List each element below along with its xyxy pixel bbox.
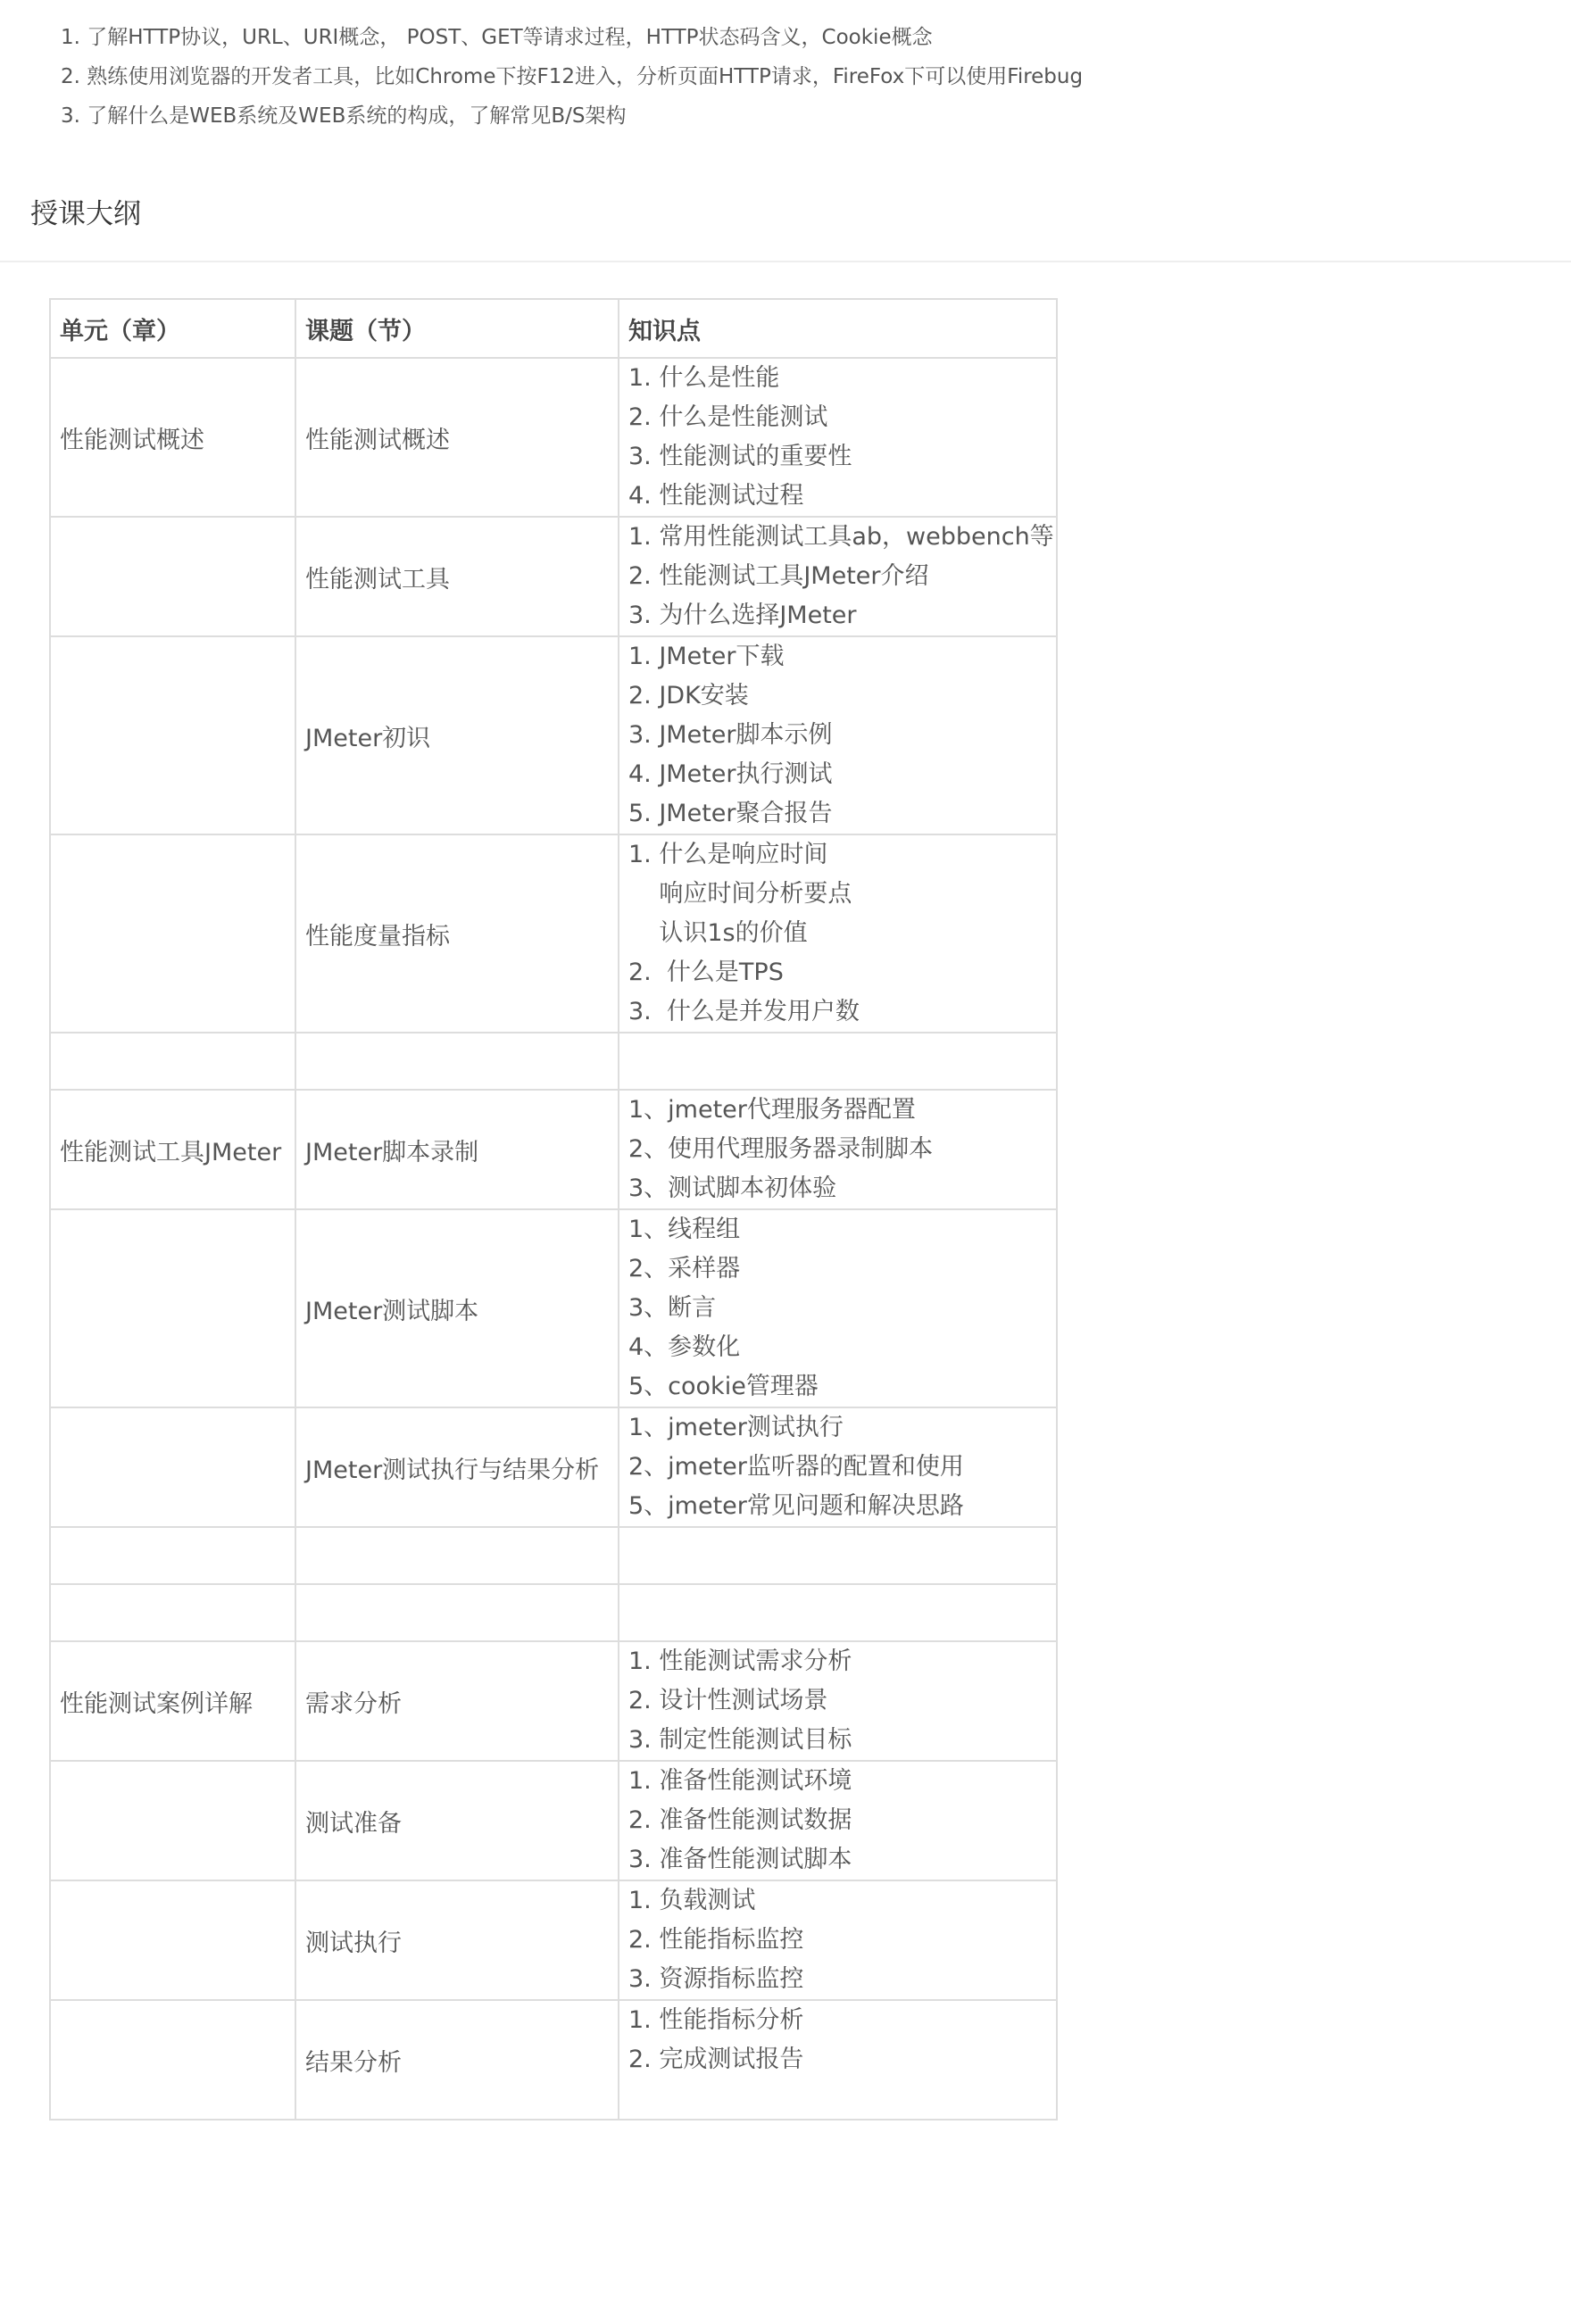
table-row <box>50 1880 1057 2000</box>
knowledge-point: 2、采样器 <box>628 1255 741 1282</box>
knowledge-point: 2. JDK安装 <box>628 682 749 710</box>
section-divider <box>0 261 1571 262</box>
cell-topic: JMeter测试执行与结果分析 <box>295 1407 619 1527</box>
knowledge-point: 2. 什么是性能测试 <box>628 403 828 431</box>
knowledge-point: 4. 性能测试过程 <box>628 482 804 510</box>
cell-unit <box>50 1407 295 1527</box>
knowledge-point: 1. 性能测试需求分析 <box>628 1648 852 1675</box>
cell-points <box>619 1209 1057 1407</box>
knowledge-point: 3、断言 <box>628 1294 717 1322</box>
cell-unit: 性能测试工具JMeter <box>50 1090 295 1209</box>
section-title: 授课大纲 <box>30 198 141 230</box>
table-row <box>50 1033 1057 1090</box>
knowledge-point: 3. 资源指标监控 <box>628 1965 804 1993</box>
table-row <box>50 1407 1057 1527</box>
knowledge-point: 2、jmeter监听器的配置和使用 <box>628 1453 964 1481</box>
table-row <box>50 636 1057 834</box>
knowledge-point: 响应时间分析要点 <box>628 880 852 908</box>
cell-points <box>619 1527 1057 1584</box>
knowledge-point: 4. JMeter执行测试 <box>628 760 833 788</box>
knowledge-point: 5、cookie管理器 <box>628 1373 819 1400</box>
header-points: 知识点 <box>619 299 1057 358</box>
knowledge-point: 3. 什么是并发用户数 <box>628 998 860 1025</box>
knowledge-point: 1、线程组 <box>628 1216 741 1243</box>
cell-unit: 性能测试概述 <box>50 358 295 517</box>
table-row <box>50 517 1057 636</box>
prerequisite-item: 2. 熟练使用浏览器的开发者工具，比如Chrome下按F12进入，分析页面HTTP请求，FireFox下可以使用Firebug <box>61 65 1084 88</box>
prerequisites-list <box>61 18 1083 136</box>
knowledge-point: 1. 常用性能测试工具ab，webbench等 <box>628 523 1054 551</box>
knowledge-point: 3. 制定性能测试目标 <box>628 1726 852 1754</box>
knowledge-point: 1. JMeter下载 <box>628 643 785 670</box>
cell-points <box>619 1584 1057 1641</box>
cell-points <box>619 358 1057 517</box>
cell-unit: 性能测试案例详解 <box>50 1641 295 1761</box>
knowledge-point <box>628 2079 1047 2119</box>
table-row <box>50 2000 1057 2120</box>
cell-topic: 性能测试概述 <box>295 358 619 517</box>
cell-topic <box>295 1584 619 1641</box>
knowledge-point: 2. 设计性测试场景 <box>628 1687 828 1714</box>
cell-unit <box>50 1033 295 1090</box>
knowledge-point: 2. 什么是TPS <box>628 959 784 986</box>
knowledge-point: 2. 完成测试报告 <box>628 2046 804 2073</box>
cell-unit <box>50 636 295 834</box>
cell-points <box>619 2000 1057 2120</box>
cell-topic: JMeter测试脚本 <box>295 1209 619 1407</box>
cell-topic: JMeter脚本录制 <box>295 1090 619 1209</box>
prerequisite-item: 1. 了解HTTP协议，URL、URI概念， POST、GET等请求过程，HTTP状态码含义，Cookie概念 <box>61 26 933 49</box>
knowledge-point: 1. 什么是响应时间 <box>628 841 828 868</box>
prerequisite-item: 3. 了解什么是WEB系统及WEB系统的构成，了解常见B/S架构 <box>61 104 627 128</box>
cell-unit <box>50 517 295 636</box>
table-row <box>50 358 1057 517</box>
table-row <box>50 1761 1057 1880</box>
cell-points <box>619 1641 1057 1761</box>
knowledge-point: 3. 为什么选择JMeter <box>628 602 857 629</box>
cell-topic: 测试准备 <box>295 1761 619 1880</box>
cell-points <box>619 1407 1057 1527</box>
knowledge-point: 1、jmeter代理服务器配置 <box>628 1096 916 1124</box>
knowledge-point: 5. JMeter聚合报告 <box>628 800 833 827</box>
table-row <box>50 1209 1057 1407</box>
cell-topic: JMeter初识 <box>295 636 619 834</box>
knowledge-point: 2. 性能指标监控 <box>628 1926 804 1954</box>
knowledge-point: 1. 负载测试 <box>628 1887 756 1914</box>
cell-topic: 性能度量指标 <box>295 834 619 1033</box>
cell-topic: 性能测试工具 <box>295 517 619 636</box>
table-row <box>50 1641 1057 1761</box>
header-unit: 单元（章） <box>50 299 295 358</box>
table-row <box>50 834 1057 1033</box>
cell-points <box>619 1033 1057 1090</box>
cell-unit <box>50 2000 295 2120</box>
cell-points <box>619 1761 1057 1880</box>
knowledge-point: 5、jmeter常见问题和解决思路 <box>628 1492 964 1520</box>
cell-topic: 结果分析 <box>295 2000 619 2120</box>
knowledge-point: 1、jmeter测试执行 <box>628 1414 844 1441</box>
table-body <box>50 358 1057 2120</box>
knowledge-point: 认识1s的价值 <box>628 919 808 947</box>
cell-unit <box>50 834 295 1033</box>
table-header-row <box>50 299 1057 358</box>
cell-points <box>619 636 1057 834</box>
cell-points <box>619 1090 1057 1209</box>
table-row <box>50 1527 1057 1584</box>
knowledge-point: 2、使用代理服务器录制脚本 <box>628 1135 934 1163</box>
knowledge-point: 4、参数化 <box>628 1333 741 1361</box>
cell-topic <box>295 1033 619 1090</box>
cell-topic: 需求分析 <box>295 1641 619 1761</box>
knowledge-point: 1. 准备性能测试环境 <box>628 1767 852 1795</box>
cell-unit <box>50 1527 295 1584</box>
knowledge-point: 2. 性能测试工具JMeter介绍 <box>628 562 929 590</box>
knowledge-point: 3、测试脚本初体验 <box>628 1174 837 1202</box>
knowledge-point: 3. 性能测试的重要性 <box>628 443 852 470</box>
cell-unit <box>50 1584 295 1641</box>
table-row <box>50 1090 1057 1209</box>
cell-topic: 测试执行 <box>295 1880 619 2000</box>
knowledge-point: 3. JMeter脚本示例 <box>628 721 833 749</box>
cell-unit <box>50 1880 295 2000</box>
cell-unit <box>50 1761 295 1880</box>
knowledge-point: 3. 准备性能测试脚本 <box>628 1846 852 1873</box>
cell-points <box>619 1880 1057 2000</box>
table-row <box>50 1584 1057 1641</box>
cell-points <box>619 834 1057 1033</box>
knowledge-point: 1. 性能指标分析 <box>628 2006 804 2034</box>
cell-topic <box>295 1527 619 1584</box>
header-topic: 课题（节） <box>295 299 619 358</box>
course-outline-table <box>49 298 1058 2121</box>
cell-unit <box>50 1209 295 1407</box>
knowledge-point: 2. 准备性能测试数据 <box>628 1806 852 1834</box>
knowledge-point: 1. 什么是性能 <box>628 364 780 392</box>
cell-points <box>619 517 1057 636</box>
